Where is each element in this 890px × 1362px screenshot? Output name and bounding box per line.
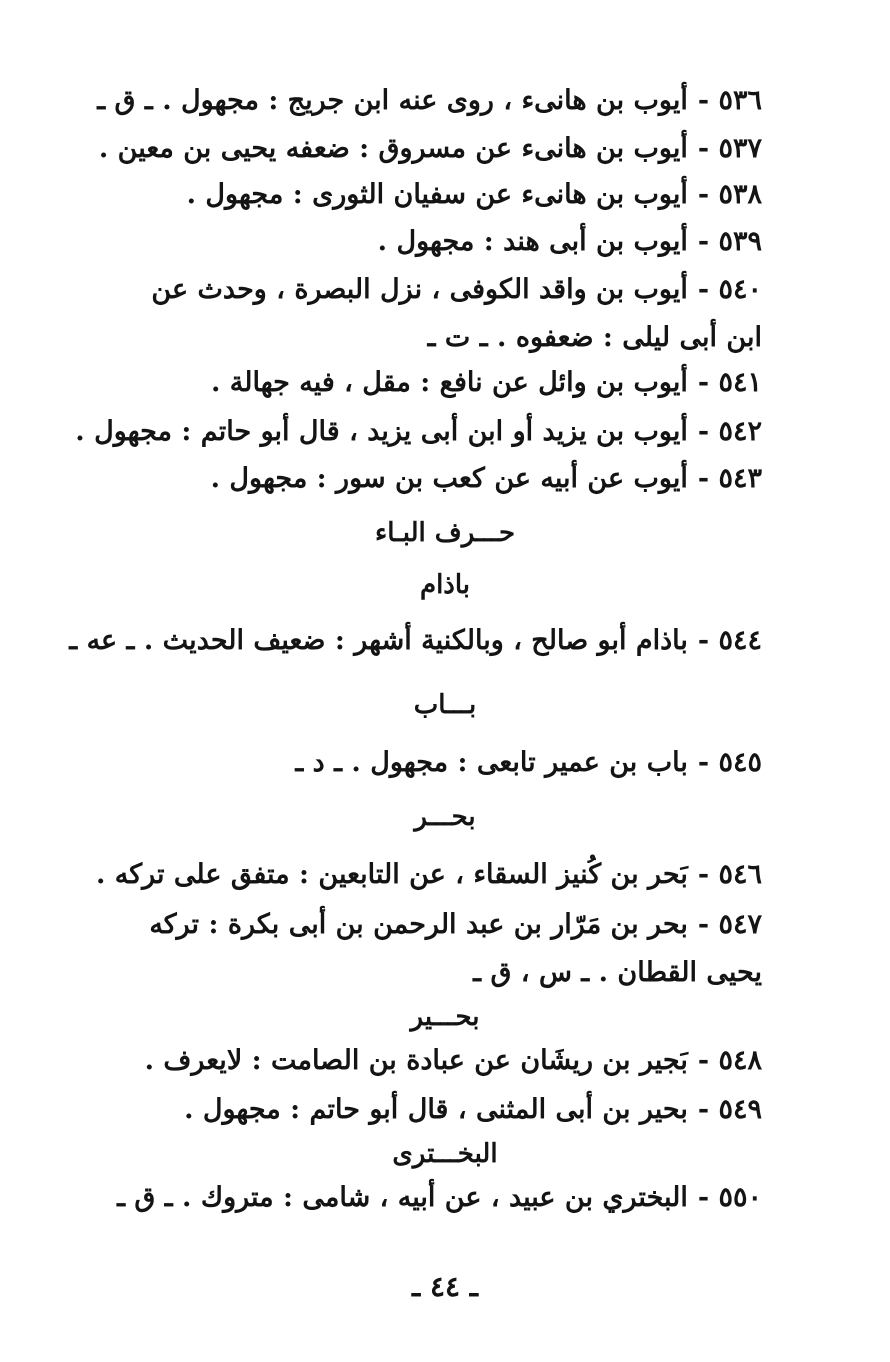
subheading-bakhtari: البخـــترى — [392, 1139, 498, 1169]
entry-text: أيوب بن واقد الكوفى ، نزل البصرة ، وحدث عن ابن أبى ليلى : ضعفوه . ـ ت ـ — [151, 274, 762, 353]
entry-550 — [117, 1181, 762, 1215]
entry-536 — [97, 84, 762, 118]
entry-number: ٥٣٩ - — [697, 226, 762, 257]
entry-text: أيوب بن هانىء عن سفيان الثورى : مجهول . — [186, 179, 688, 210]
entry-text: البختري بن عبيد ، عن أبيه ، شامى : متروك . ـ ق ـ — [117, 1182, 688, 1213]
entry-text: أيوب بن وائل عن نافع : مقل ، فيه جهالة . — [210, 367, 688, 398]
subheading-bahr: بحـــر — [414, 802, 476, 832]
entry-text: باذام أبو صالح ، وبالكنية أشهر : ضعيف الحديث . ـ عه ـ — [69, 625, 688, 656]
entry-number: ٥٤٧ - — [697, 909, 762, 940]
subheading-buhayr: بحـــير — [410, 1002, 480, 1032]
entry-number: ٥٣٧ - — [697, 133, 762, 164]
entry-number: ٥٥٠ - — [697, 1182, 762, 1213]
entry-number: ٥٤١ - — [697, 367, 762, 398]
entry-text: أيوب عن أبيه عن كعب بن سور : مجهول . — [210, 463, 688, 494]
entry-text: بحير بن أبى المثنى ، قال أبو حاتم : مجهول . — [184, 1094, 688, 1125]
entry-text: أيوب بن يزيد أو ابن أبى يزيد ، قال أبو حاتم : مجهول . — [75, 416, 688, 447]
entry-540 — [112, 266, 762, 362]
entry-number: ٥٤٨ - — [697, 1045, 762, 1076]
entry-545 — [295, 746, 762, 780]
entry-538 — [187, 178, 762, 212]
entry-549 — [184, 1093, 762, 1127]
entry-number: ٥٤٢ - — [697, 416, 762, 447]
entry-text: بَجير بن ريشَان عن عبادة بن الصامت : لايعرف . — [144, 1045, 688, 1076]
entry-547 — [112, 901, 762, 997]
entry-number: ٥٤٣ - — [697, 463, 762, 494]
entry-number: ٥٣٦ - — [697, 85, 762, 116]
entry-text: أيوب بن هانىء عن مسروق : ضعفه يحيى بن معين . — [98, 133, 688, 164]
entry-544 — [69, 624, 762, 658]
entry-543 — [211, 462, 762, 496]
entry-number: ٥٤٦ - — [697, 859, 762, 890]
page-number: ـ ٤٤ ـ — [412, 1270, 478, 1303]
entry-text: أيوب بن هانىء ، روى عنه ابن جريج : مجهول . ـ ق ـ — [97, 85, 688, 116]
entry-542 — [75, 415, 762, 449]
section-heading-letter-ba: حـــرف البـاء — [374, 518, 516, 548]
entry-text: بحر بن مَرّار بن عبد الرحمن بن أبى بكرة : تركه يحيى القطان . ـ س ، ق ـ — [149, 909, 762, 988]
entry-539 — [378, 225, 762, 259]
entry-number: ٥٣٨ - — [697, 179, 762, 210]
entry-text: بَحر بن كُنيز السقاء ، عن التابعين : متفق على تركه . — [95, 859, 688, 890]
entry-548 — [145, 1044, 762, 1078]
entry-537 — [99, 132, 762, 166]
entry-number: ٥٤٠ - — [697, 274, 762, 305]
entry-text: أيوب بن أبى هند : مجهول . — [377, 226, 688, 257]
entry-number: ٥٤٥ - — [697, 747, 762, 778]
entry-546 — [96, 858, 762, 892]
subheading-badham: باذام — [419, 570, 471, 600]
entry-541 — [211, 366, 762, 400]
subheading-bab: بـــاب — [413, 690, 477, 720]
entry-number: ٥٤٤ - — [697, 625, 762, 656]
entry-number: ٥٤٩ - — [697, 1094, 762, 1125]
entry-text: باب بن عمير تابعى : مجهول . ـ د ـ — [295, 747, 688, 778]
